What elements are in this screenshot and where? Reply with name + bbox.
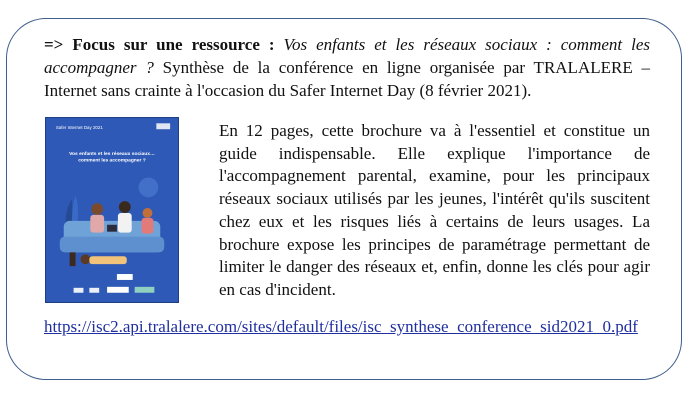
cover-title-line2: comment les accompagner ?: [78, 158, 146, 164]
brochure-illustration: [46, 118, 178, 302]
intro-prefix: => Focus sur une ressource :: [44, 35, 284, 54]
resource-intro: [44, 33, 650, 102]
brochure-cover-image: [45, 117, 179, 303]
brochure-pdf-link[interactable]: https://isc2.api.tralalere.com/sites/default/files/isc_synthese_conference_sid2021_0.pdf: [44, 317, 638, 336]
brochure-description: En 12 pages, cette brochure va à l'essentiel et constitue un guide indispensable. Elle explique l'importance de l'accompagnement parental, examine, pour les principaux réseaux sociaux utilisés par les jeunes, l'intérêt qu'ils suscitent chez eux et les risques liés à certains de leurs usages. La brochure expose les principes de paramétrage permettant de limiter le danger des réseaux et, enfin, donne les clés pour agir en cas d'incident.: [219, 121, 650, 299]
cover-header: Safer Internet Day 2021: [55, 125, 103, 131]
resource-title: Vos enfants et les réseaux sociaux : comment les accompagner ?: [44, 35, 650, 77]
cover-title-line1: Vos enfants et les réseaux sociaux…: [69, 151, 155, 157]
intro-rest: Synthèse de la conférence en ligne organisée par TRALALERE – Internet sans crainte à l'occasion du Safer Internet Day (8 février 2021).: [44, 58, 651, 100]
